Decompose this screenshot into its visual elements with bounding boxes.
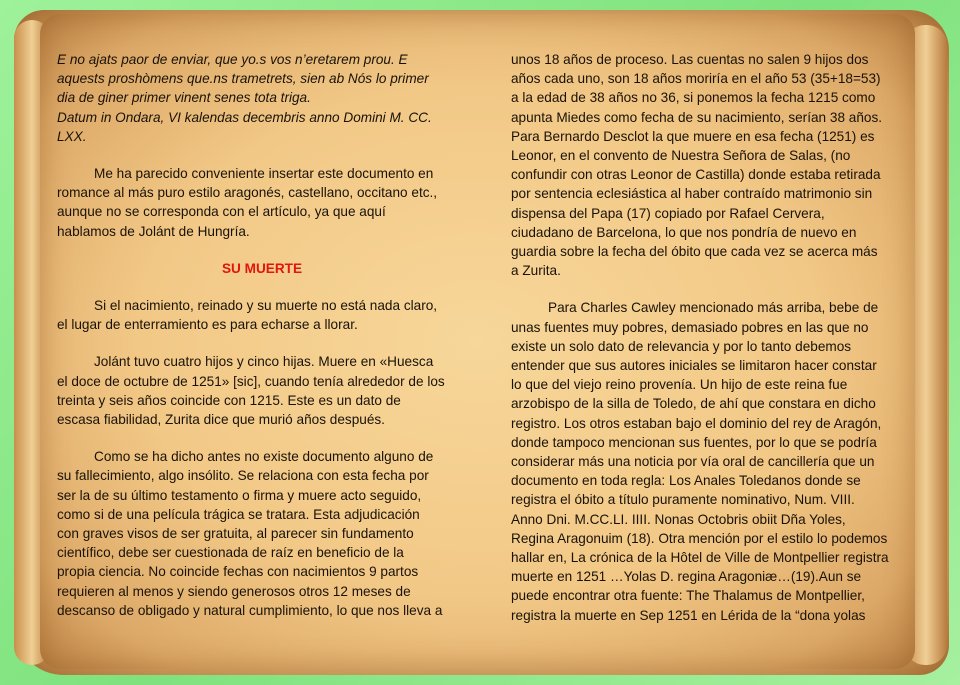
text-line: puede encontrar otra fuente: The Thalamus de Montpellier, bbox=[511, 588, 865, 604]
text-line: con graves visos de ser gratuita, al parecer sin fundamento bbox=[57, 526, 414, 542]
text-line: aunque no se corresponda con el artículo, ya que aquí bbox=[57, 204, 386, 220]
text-line: Anno Dni. M.CC.LI. IIII. Nonas Octobris obiit Dña Yoles, bbox=[511, 511, 846, 527]
text-line: romance al más puro estilo aragonés, castellano, occitano etc., bbox=[57, 185, 438, 201]
text-line: Regina Aragonuim (18). Otra mención por el estilo lo podemos bbox=[511, 530, 888, 546]
quoted-document bbox=[57, 50, 467, 146]
text-line: dia de giner primer vinent senes tota triga. bbox=[57, 90, 311, 106]
text-line: Si el nacimiento, reinado y su muerte no está nada claro, bbox=[94, 298, 438, 314]
text-line: ciudadano de Barcelona, lo que nos pondría de nuevo en bbox=[511, 224, 857, 240]
text-line: Leonor, en el convento de Nuestra Señora de Salas, (no bbox=[511, 148, 851, 164]
paragraph bbox=[57, 352, 467, 429]
text-line: treinta y seis años coincide con 1215. Este es un dato de bbox=[57, 392, 401, 408]
text-line: su fallecimiento, algo insólito. Se relaciona con esta fecha por bbox=[57, 468, 429, 484]
text-line: descanso de obligado y natural cumplimiento, lo que nos lleva a bbox=[57, 602, 443, 618]
text-line: Jolánt tuvo cuatro hijos y cinco hijas. Muere en «Huesca bbox=[94, 354, 434, 370]
right-column bbox=[511, 50, 911, 643]
text-line: aquests proshòmens que.ns trametrets, sien ab Nós lo primer bbox=[57, 71, 429, 87]
text-line: Para Charles Cawley mencionado más arriba, bebe de bbox=[548, 300, 879, 316]
text-line: guardia sobre la fecha del óbito que cada vez se acerca más bbox=[511, 244, 878, 260]
text-line: hablamos de Jolánt de Hungría. bbox=[57, 223, 250, 239]
text-line: Datum in Ondara, VI kalendas decembris anno Domini M. CC. bbox=[57, 109, 432, 125]
text-line: Para Bernardo Desclot la que muere en esa fecha (1251) es bbox=[511, 128, 875, 144]
text-line: LXX. bbox=[57, 128, 87, 144]
text-line: E no ajats paor de enviar, que yo.s vos n’eretarem prou. E bbox=[57, 52, 408, 67]
text-line: arzobispo de la silla de Toledo, de ahí que constara en dicho bbox=[511, 396, 876, 412]
text-line: el lugar de enterramiento es para echarse a llorar. bbox=[57, 317, 358, 333]
text-line: considerar más una noticia por vía oral de cancillería que un bbox=[511, 454, 875, 470]
text-line: científico, debe ser cuestionada de raíz en beneficio de la bbox=[57, 545, 404, 561]
text-line: requieren al menos y siendo generosos otros 12 meses de bbox=[57, 583, 411, 599]
text-line: muerte en 1251 …Yolas D. regina Aragoniæ…(19).Aun se bbox=[511, 569, 862, 585]
text-line: como si de una película trágica se tratara. Esta adjudicación bbox=[57, 506, 420, 522]
text-line: unas fuentes muy pobres, demasiado pobres en las que no bbox=[511, 319, 869, 335]
paragraph bbox=[57, 296, 467, 334]
text-line: propia ciencia. No coincide fechas con nacimientos 9 partos bbox=[57, 564, 419, 580]
text-line: registra el óbito a título puramente nominativo, Num. VIII. bbox=[511, 492, 855, 508]
text-line: a Zurita. bbox=[511, 263, 561, 279]
text-line: existe un solo dato de relevancia y por lo tanto debemos bbox=[511, 338, 852, 354]
text-line: Como se ha dicho antes no existe documento alguno de bbox=[94, 449, 434, 465]
text-line: escasa fiabilidad, Zurita dice que murió años después. bbox=[57, 412, 385, 428]
paragraph bbox=[57, 447, 467, 620]
text-line: años cada uno, son 18 años moriría en el año 53 (35+18=53) bbox=[511, 71, 881, 87]
text-line: hallar en, La crónica de la Hôtel de Ville de Montpellier registra bbox=[511, 550, 889, 566]
text-line: documento en toda regla: Los Anales Toledanos donde se bbox=[511, 473, 861, 489]
text-line: apunta Miedes como fecha de su nacimiento, serían 38 años. bbox=[511, 109, 883, 125]
left-column bbox=[57, 50, 467, 638]
paragraph bbox=[511, 50, 911, 280]
text-line: lo que del viejo reino provenía. Un hijo de este reina fue bbox=[511, 377, 848, 393]
paragraph bbox=[57, 164, 467, 241]
text-line: el doce de octubre de 1251» [sic], cuando tenía alrededor de los bbox=[57, 373, 445, 389]
text-line: registro. Los otros estaban bajo el dominio del rey de Aragón, bbox=[511, 415, 882, 431]
text-line: donde tampoco mencionan sus fuentes, por lo que se podría bbox=[511, 434, 877, 450]
text-line: a la edad de 38 años no 36, si ponemos la fecha 1215 como bbox=[511, 90, 876, 106]
text-line: entender que sus autores iniciales se limitaron hacer constar bbox=[511, 358, 877, 374]
text-line: por sentencia eclesiástica al haber contraído matrimonio sin bbox=[511, 186, 873, 202]
text-line: confundir con otras Leonor de Castilla) donde estaba retirada bbox=[511, 167, 881, 183]
text-line: dispensa del Papa (17) copiado por Rafael Cervera, bbox=[511, 205, 825, 221]
section-heading: SU MUERTE bbox=[221, 260, 303, 276]
text-line: registra la muerte en Sep 1251 en Lérida de la “dona yolas bbox=[511, 607, 866, 623]
text-line: unos 18 años de proceso. Las cuentas no salen 9 hijos dos bbox=[511, 52, 869, 67]
text-line: Me ha parecido conveniente insertar este documento en bbox=[94, 166, 434, 182]
text-line: ser la de su último testamento o firma y muere acto seguido, bbox=[57, 487, 422, 503]
paragraph bbox=[511, 298, 911, 624]
